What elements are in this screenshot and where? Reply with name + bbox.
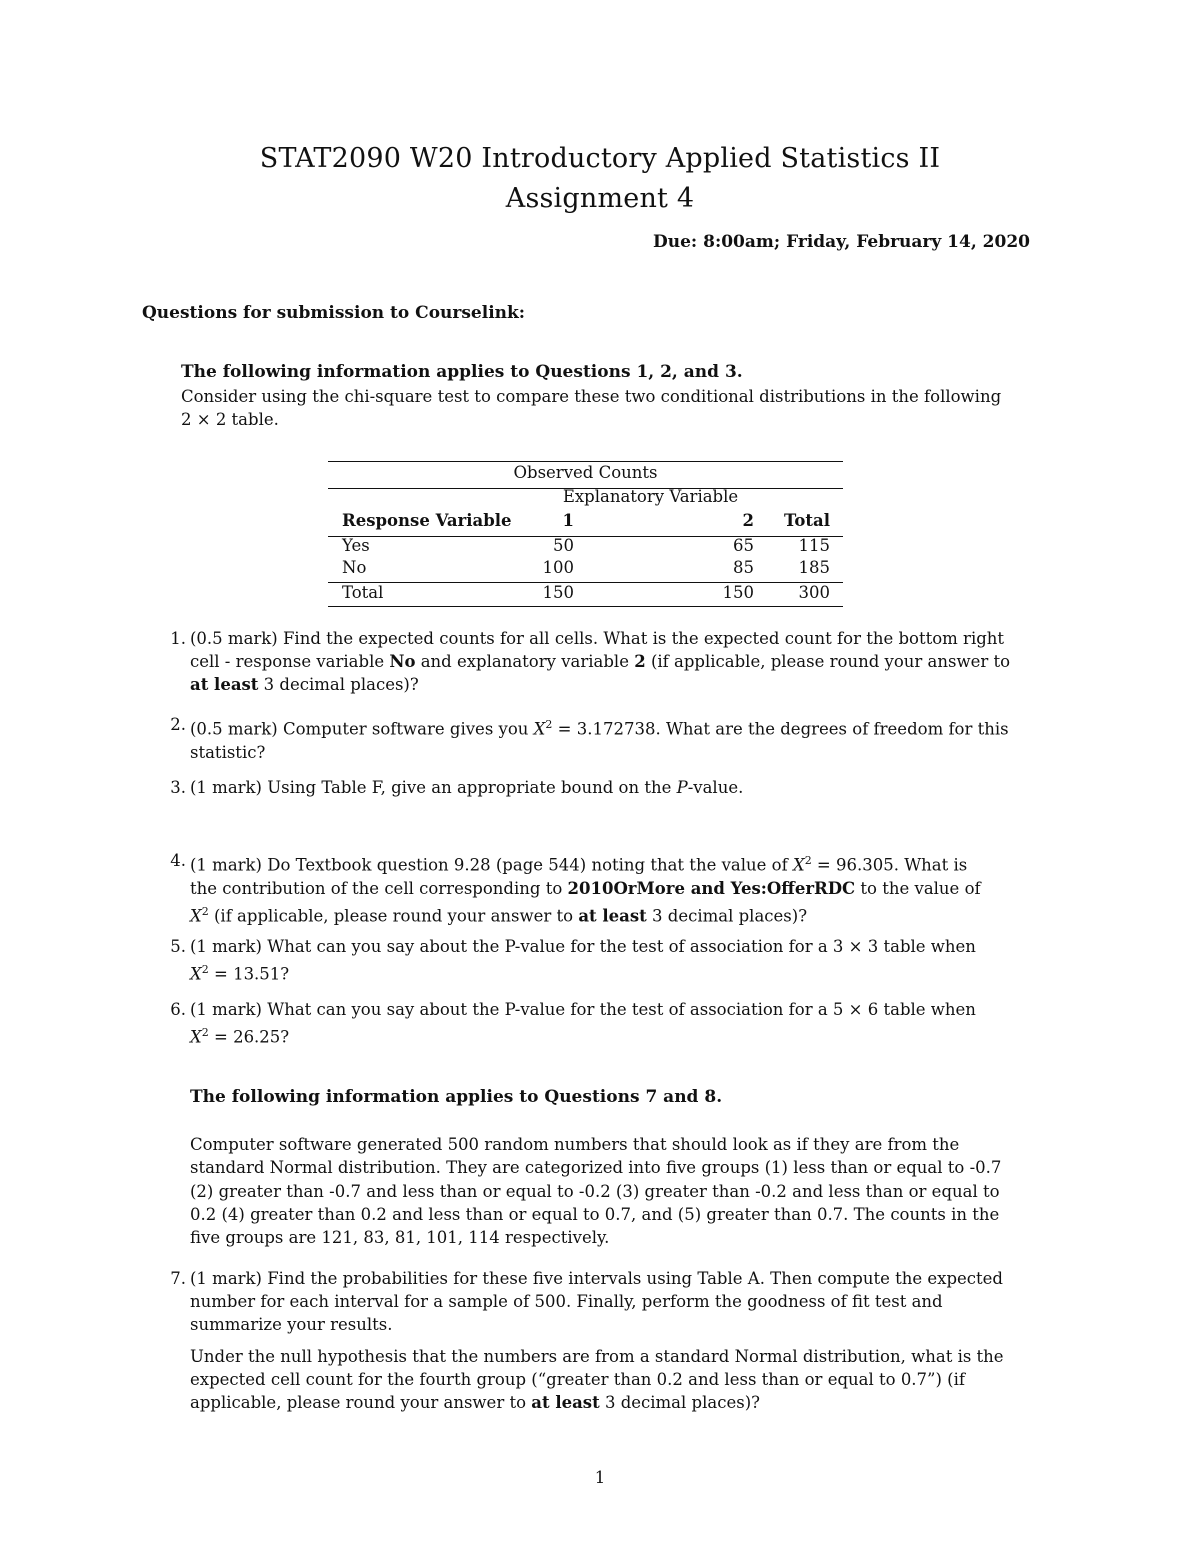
- table-caption: Observed Counts: [513, 463, 658, 482]
- question-7-line6: applicable, please round your answer to at least 3 decimal places)?: [190, 1393, 760, 1412]
- question-number: 1.: [170, 629, 186, 648]
- question-number: 4.: [170, 851, 186, 870]
- table-row-total-label: Total: [342, 583, 384, 602]
- document-title: STAT2090 W20 Introductory Applied Statistics II: [259, 143, 941, 174]
- question-3-line1: (1 mark) Using Table F, give an appropriate bound on the P-value.: [190, 778, 744, 797]
- table-header-response: Response Variable: [342, 511, 512, 530]
- question-4-line2: the contribution of the cell corresponding to 2010OrMore and Yes:OfferRDC to the value of: [190, 878, 981, 898]
- table-row-yes-col2: 65: [733, 536, 754, 555]
- question-1-line2: cell - response variable No and explanatory variable 2 (if applicable, please round your answer to: [190, 652, 1011, 671]
- block1-intro-line1: Consider using the chi-square test to compare these two conditional distributions in the following: [181, 387, 1002, 406]
- table-top-rule: [328, 461, 843, 462]
- question-2-line1: (0.5 mark) Computer software gives you $X^2 = 3.172738$. What are the degrees of freedom for this: [190, 718, 1009, 739]
- question-7-line3: summarize your results.: [190, 1315, 393, 1334]
- question-7-line1: (1 mark) Find the probabilities for these five intervals using Table A. Then compute the expected: [190, 1269, 1003, 1288]
- question-1-line3: at least 3 decimal places)?: [190, 675, 419, 694]
- question-6-line2: $X^2 = 26.25$?: [190, 1026, 290, 1047]
- document-subtitle: Assignment 4: [505, 183, 695, 214]
- due-date: Due: 8:00am; Friday, February 14, 2020: [653, 232, 1030, 252]
- block2-line4: 0.2 (4) greater than 0.2 and less than or equal to 0.7, and (5) greater than 0.7. The counts in the: [190, 1205, 1000, 1224]
- question-5-line2: $X^2 = 13.51$?: [190, 963, 290, 984]
- table-row-no-col1: 100: [542, 558, 574, 577]
- table-row-no-total: 185: [798, 558, 830, 577]
- question-6-line1: (1 mark) What can you say about the P-value for the test of association for a 5 × 6 table when: [190, 1000, 976, 1019]
- table-row-no-label: No: [342, 558, 367, 577]
- block2-line2: standard Normal distribution. They are categorized into five groups (1) less than or equal to -0.7: [190, 1158, 1002, 1177]
- page-number: 1: [594, 1468, 606, 1487]
- block1-intro-line2: 2 × 2 table.: [181, 410, 279, 429]
- table-row-total-grand: 300: [798, 583, 830, 602]
- question-7-line2: number for each interval for a sample of 500. Finally, perform the goodness of fit test and: [190, 1292, 943, 1311]
- block2-line1: Computer software generated 500 random numbers that should look as if they are from the: [190, 1135, 960, 1154]
- table-row-yes-total: 115: [798, 536, 830, 555]
- question-5-line1: (1 mark) What can you say about the P-value for the test of association for a 3 × 3 table when: [190, 937, 976, 956]
- block2-line3: (2) greater than -0.7 and less than or equal to -0.2 (3) greater than -0.2 and less than or equal to: [190, 1182, 1000, 1201]
- table-row-yes-col1: 50: [553, 536, 574, 555]
- block2-heading: The following information applies to Questions 7 and 8.: [190, 1087, 723, 1107]
- table-header-col2: 2: [742, 511, 754, 530]
- question-number: 5.: [170, 937, 186, 956]
- table-header-total: Total: [784, 511, 830, 530]
- question-number: 6.: [170, 1000, 186, 1019]
- question-7-line5: expected cell count for the fourth group (“greater than 0.2 and less than or equal to 0.7”) (if: [190, 1370, 965, 1389]
- question-number: 7.: [170, 1269, 186, 1288]
- table-row-no-col2: 85: [733, 558, 754, 577]
- table-row-total-col2: 150: [722, 583, 754, 602]
- question-2-line2: statistic?: [190, 742, 266, 762]
- table-row-total-col1: 150: [542, 583, 574, 602]
- section-heading: Questions for submission to Courselink:: [142, 303, 526, 323]
- question-4-line3: $X^2$ (if applicable, please round your answer to at least 3 decimal places)?: [190, 904, 808, 925]
- question-number: 3.: [170, 778, 186, 797]
- block2-line5: five groups are 121, 83, 81, 101, 114 respectively.: [190, 1228, 610, 1247]
- block1-heading: The following information applies to Questions 1, 2, and 3.: [181, 362, 743, 382]
- table-header-col1: 1: [562, 511, 574, 530]
- question-4-line1: (1 mark) Do Textbook question 9.28 (page 544) noting that the value of $X^2 = 96.305$. What is: [190, 854, 968, 875]
- table-bottom-rule: [328, 606, 843, 607]
- question-1-line1: (0.5 mark) Find the expected counts for all cells. What is the expected count for the bottom right: [190, 629, 1005, 648]
- question-number: 2.: [170, 715, 186, 734]
- question-7-line4: Under the null hypothesis that the numbers are from a standard Normal distribution, what is the: [190, 1347, 1004, 1366]
- table-group-header: Explanatory Variable: [562, 487, 739, 506]
- table-row-yes-label: Yes: [342, 536, 370, 555]
